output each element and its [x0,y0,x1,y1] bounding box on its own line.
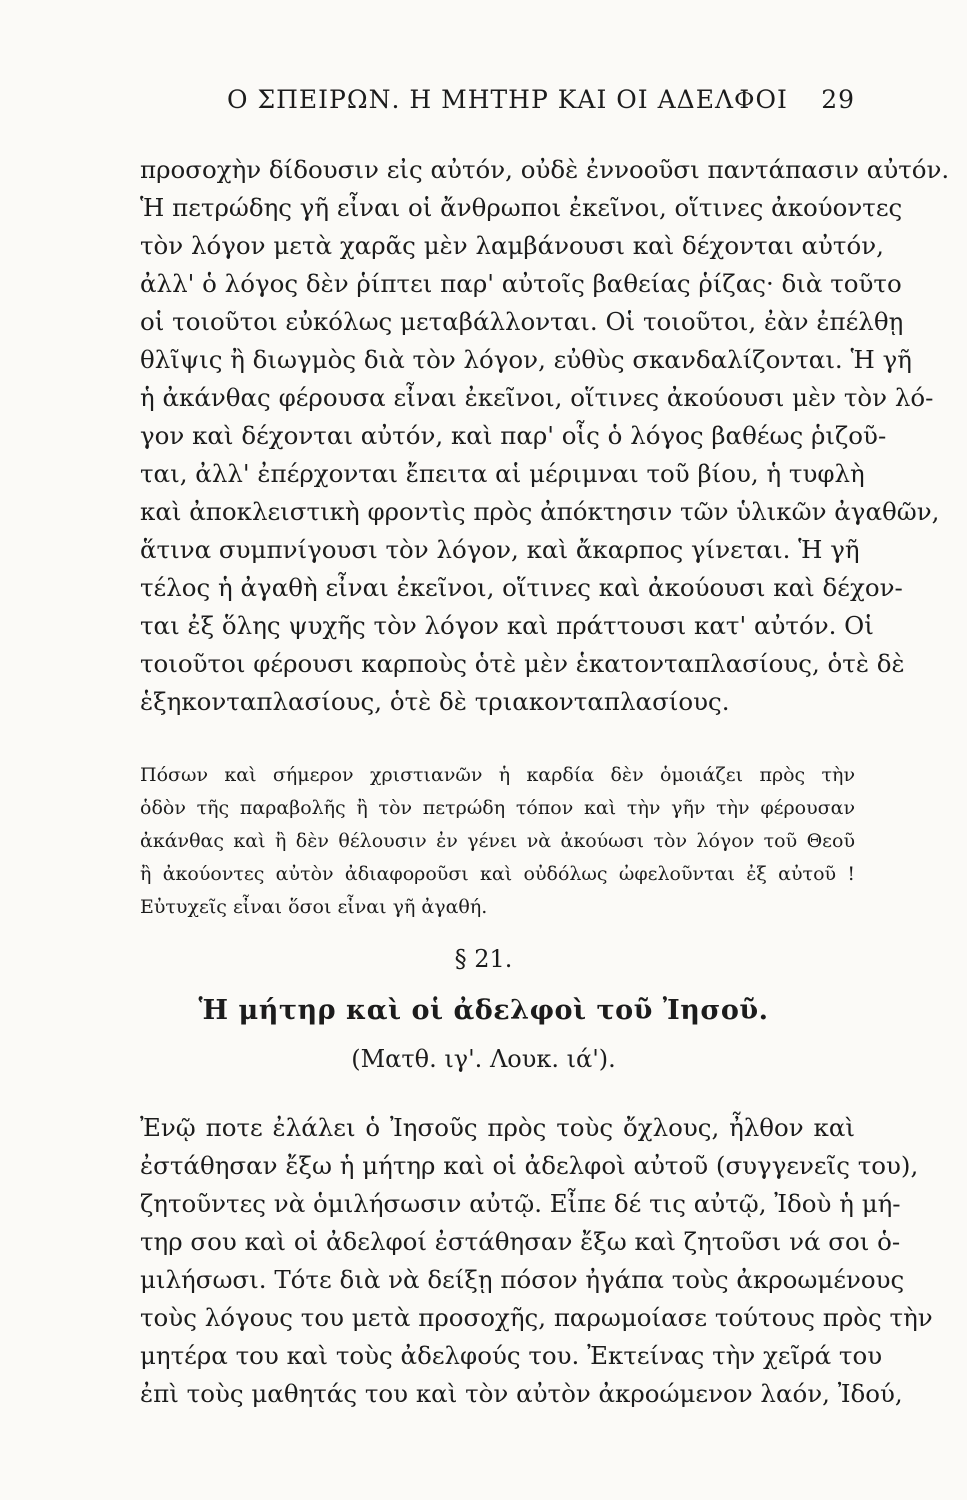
section-reference: (Ματθ. ιγ'. Λουκ. ιά'). [351,1045,616,1073]
body-line: ἀλλ' ὁ λόγος δὲν ῥίπτει παρ' αὐτοῖς βαθείας ῥίζας· διὰ τοῦτο [140,269,902,298]
section-line: ζητοῦντες νὰ ὁμιλήσωσιν αὐτῷ. Εἶπε δέ τις αὐτῷ, Ἰδοὺ ἡ μή- [140,1189,901,1218]
note-line: ἢ ἀκούοντες αὐτὸν ἀδιαφοροῦσι καὶ οὐδόλως ὠφελοῦνται ἐξ αὐτοῦ ! [140,863,855,885]
body-line: θλῖψις ἢ διωγμὸς διὰ τὸν λόγον, εὐθὺς σκανδαλίζονται. Ἡ γῆ [140,345,912,374]
body-line: ἡ ἀκάνθας φέρουσα εἶναι ἐκεῖνοι, οἵτινες ἀκούουσι μὲν τὸν λό- [140,383,934,412]
body-line: ἑξηκονταπλασίους, ὁτὲ δὲ τριακονταπλασίους. [140,687,730,716]
note-line: Εὐτυχεῖς εἶναι ὅσοι εἶναι γῆ ἀγαθή. [140,896,488,918]
body-line: ται ἐξ ὅλης ψυχῆς τὸν λόγον καὶ πράττουσι κατ' αὐτόν. Οἱ [140,611,874,640]
section-title: Ἡ μήτηρ καὶ οἱ ἀδελφοὶ τοῦ Ἰησοῦ. [198,995,769,1026]
note-line: ἀκάνθας καὶ ἢ δὲν θέλουσιν ἐν γένει νὰ ἀκούωσι τὸν λόγον τοῦ Θεοῦ [140,830,855,852]
body-line: καὶ ἀποκλειστικὴ φροντὶς πρὸς ἀπόκτησιν τῶν ὑλικῶν ἀγαθῶν, [140,497,940,526]
header-title: Ο ΣΠΕΙΡΩΝ. Η ΜΗΤΗΡ ΚΑΙ ΟΙ ΑΔΕΛΦΟΙ [227,85,788,114]
note-line: ὁδὸν τῆς παραβολῆς ἢ τὸν πετρώδη τόπον καὶ τὴν γῆν τὴν φέρουσαν [140,797,855,819]
body-line: τὸν λόγον μετὰ χαρᾶς μὲν λαμβάνουσι καὶ δέχονται αὐτόν, [140,231,884,260]
body-line: γον καὶ δέχονται αὐτόν, καὶ παρ' οἷς ὁ λόγος βαθέως ῥιζοῦ- [140,421,887,450]
body-line: τέλος ἡ ἀγαθὴ εἶναι ἐκεῖνοι, οἵτινες καὶ ἀκούουσι καὶ δέχον- [140,573,903,602]
body-line: ἅτινα συμπνίγουσι τὸν λόγον, καὶ ἄκαρπος γίνεται. Ἡ γῆ [140,535,860,564]
note-line: Πόσων καὶ σήμερον χριστιανῶν ἡ καρδία δὲν ὁμοιάζει πρὸς τὴν [140,764,855,786]
body-line: οἱ τοιοῦτοι εὐκόλως μεταβάλλονται. Οἱ τοιοῦτοι, ἐὰν ἐπέλθῃ [140,307,904,336]
body-line: προσοχὴν δίδουσιν εἰς αὐτόν, οὐδὲ ἐννοοῦσι παντάπασιν αὐτόν. [140,155,950,184]
section-line: μητέρα του καὶ τοὺς ἀδελφούς του. Ἐκτείνας τὴν χεῖρά του [140,1341,883,1370]
section-line: τοὺς λόγους του μετὰ προσοχῆς, παρωμοίασε τούτους πρὸς τὴν [140,1303,933,1332]
body-line: Ἡ πετρώδης γῆ εἶναι οἱ ἄνθρωποι ἐκεῖνοι, οἵτινες ἀκούοντες [140,193,903,222]
section-line: τηρ σου καὶ οἱ ἀδελφοί ἐστάθησαν ἔξω καὶ ζητοῦσι νά σοι ὁ- [140,1227,901,1256]
running-header [135,85,855,125]
body-line: ται, ἀλλ' ἐπέρχονται ἔπειτα αἱ μέριμναι τοῦ βίου, ἡ τυφλὴ [140,459,865,488]
section-line: ἐπὶ τοὺς μαθητάς του καὶ τὸν αὐτὸν ἀκροώμενον λαόν, Ἰδού, [140,1379,903,1408]
section-number: § 21. [454,945,513,973]
page-number: 29 [821,85,855,114]
body-line: τοιοῦτοι φέρουσι καρποὺς ὁτὲ μὲν ἑκατονταπλασίους, ὁτὲ δὲ [140,649,905,678]
section-line: μιλήσωσι. Τότε διὰ νὰ δείξῃ πόσον ἠγάπα τοὺς ἀκροωμένους [140,1265,905,1294]
section-line: ἐστάθησαν ἔξω ἡ μήτηρ καὶ οἱ ἀδελφοὶ αὐτοῦ (συγγενεῖς του), [140,1151,919,1180]
section-line: Ἐνῷ ποτε ἐλάλει ὁ Ἰησοῦς πρὸς τοὺς ὄχλους, ἦλθον καὶ [140,1113,855,1142]
